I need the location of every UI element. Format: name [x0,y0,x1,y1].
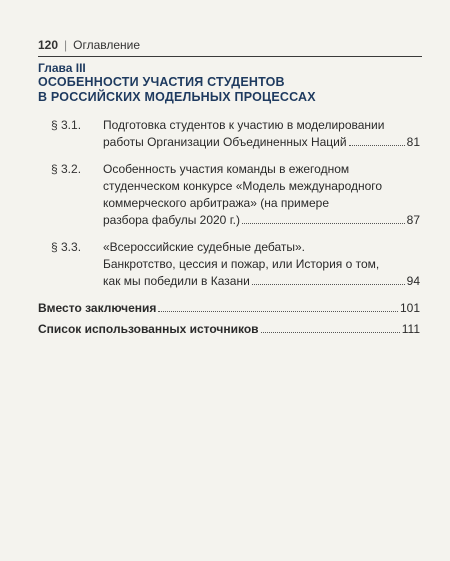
entry-page-number: 94 [406,274,420,288]
entry-text-line: студенческом конкурсе «Модель международного [103,179,383,193]
chapter-label: Глава III [38,61,86,75]
header-rule [38,56,422,57]
entry-text-line: разбора фабулы 2020 г.) [103,213,240,227]
entry-text-line: Особенность участия команды в ежегодном [103,162,350,176]
entry-text-line: работы Организации Объединенных Наций [103,135,347,149]
header-section-title: Оглавление [73,38,141,52]
toc-entry-3-1[interactable] [38,117,420,151]
leader-dots [349,144,405,146]
entry-text-line: Банкротство, цессия и пожар, или История о том, [103,257,380,271]
entry-text-line: коммерческого арбитража» (на примере [103,196,330,210]
leader-dots [158,310,398,312]
header-separator: | [64,38,68,52]
section-number: § 3.2. [51,162,82,176]
chapter-title-line-2: В РОССИЙСКИХ МОДЕЛЬНЫХ ПРОЦЕССАХ [38,90,316,104]
conclusion-page-number: 101 [399,301,420,315]
section-number: § 3.3. [51,240,82,254]
running-header [38,38,140,52]
leader-dots [242,222,405,224]
conclusion-label: Вместо заключения [38,301,157,315]
entry-text-line: Подготовка студентов к участию в моделировании [103,118,385,132]
toc-entry-3-2[interactable] [38,161,420,229]
section-number: § 3.1. [51,118,82,132]
leader-dots [252,283,405,285]
toc-entry-conclusion[interactable] [38,300,420,317]
entry-text-line: «Всероссийские судебные дебаты». [103,240,306,254]
toc-entry-3-3[interactable] [38,239,420,290]
table-of-contents [38,117,420,342]
toc-entry-sources[interactable] [38,321,420,338]
entry-text-line: как мы победили в Казани [103,274,250,288]
sources-label: Список использованных источников [38,322,259,336]
sources-page-number: 111 [401,322,420,336]
page-number: 120 [38,38,59,52]
chapter-heading [38,61,422,105]
leader-dots [261,331,400,333]
entry-page-number: 87 [406,213,420,227]
chapter-title-line-1: ОСОБЕННОСТИ УЧАСТИЯ СТУДЕНТОВ [38,75,285,89]
entry-page-number: 81 [406,135,420,149]
